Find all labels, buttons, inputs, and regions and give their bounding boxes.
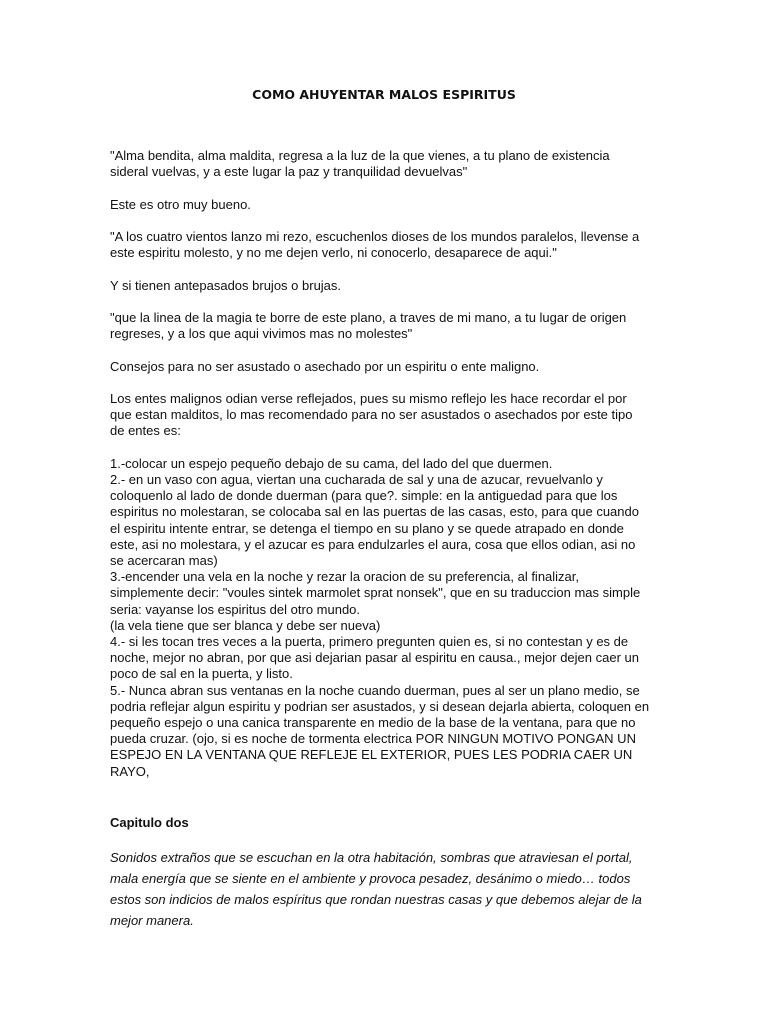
list-item: (la vela tiene que ser blanca y debe ser nueva): [110, 617, 381, 633]
body-paragraph: Los entes malignos odian verse reflejados, pues su mismo reflejo les hace recordar el por que estan malditos, lo mas recomendado para no ser asustados o asechados por este tipo de entes es:: [110, 390, 633, 439]
prayer-paragraph: "A los cuatro vientos lanzo mi rezo, escuchenlos dioses de los mundos paralelos, llevense a este espiritu molesto, y no me dejen verlo, ni conocerlo, desaparece de aqui.": [110, 228, 640, 261]
prayer-paragraph: "que la linea de la magia te borre de este plano, a traves de mi mano, a tu lugar de origen regreses, y a los que aqui vivimos mas no molestes": [110, 309, 627, 342]
chapter-line: Sonidos extraños que se escuchan en la otra habitación, sombras que atraviesan el portal,: [110, 850, 633, 865]
body-paragraph: Consejos para no ser asustado o asechado por un espiritu o ente maligno.: [110, 358, 540, 374]
body-paragraph: Este es otro muy bueno.: [110, 196, 251, 212]
document-body: [110, 148, 650, 780]
prayer-paragraph: "Alma bendita, alma maldita, regresa a la luz de la que vienes, a tu plano de existencia sideral vuelvas, y a este lugar la paz y tranquilidad devuelvas": [110, 148, 610, 180]
list-item: 1.-colocar un espejo pequeño debajo de su cama, del lado del que duermen.: [110, 455, 553, 471]
page-title: COMO AHUYENTAR MALOS ESPIRITUS: [252, 87, 516, 102]
chapter-line: mejor manera.: [110, 913, 194, 928]
chapter-intro: [110, 847, 650, 931]
chapter-heading: Capitulo dos: [110, 815, 189, 830]
list-item: 4.- si les tocan tres veces a la puerta, primero pregunten quien es, si no contestan y es de noche, mejor no abran, por que asi dejarian pasar al espiritu en causa., mejor dejen caer un poco de sal en la puerta, y listo.: [110, 633, 639, 682]
list-item: 5.- Nunca abran sus ventanas en la noche cuando duerman, pues al ser un plano medio, se podria reflejar algun espiritu y podrian ser asustados, y si desean dejarla abierta, coloquen en pequeño espejo o una canica transparente en medio de la base de la ventana, para que no pueda cruzar. (ojo, si es noche de tormenta electrica POR NINGUN MOTIVO PONGAN UN ESPEJO EN LA VENTANA QUE REFLEJE EL EXTERIOR, PUES LES PODRIA CAER UN RAYO,: [110, 682, 650, 779]
list-item: 3.-encender una vela en la noche y rezar la oracion de su preferencia, al finalizar, simplemente decir: "voules sintek marmolet sprat nonsek", que en su traduccion mas simple seria: vayanse los espiritus del otro mundo.: [110, 569, 641, 617]
advice-list: [110, 456, 650, 780]
chapter-line: mala energía que se siente en el ambiente y provoca pesadez, desánimo o miedo… todos: [110, 871, 631, 886]
body-paragraph: Y si tienen antepasados brujos o brujas.: [110, 277, 342, 293]
list-item: 2.- en un vaso con agua, viertan una cucharada de sal y una de azucar, revuelvanlo y coloquenlo al lado de donde duerman (para que?. simple: en la antiguedad para que los espiritus no molestaran, se colocaba sal en las puertas de las casas, esto, para que cuando el espiritu intente entrar, se detenga el tiempo en su plano y se quede atrapado en donde este, asi no molestara, y el azucar es para endulzarles el aura, cosa que ellos odian, asi no se acercaran mas): [110, 471, 639, 568]
chapter-line: estos son indicios de malos espíritus que rondan nuestras casas y que debemos alejar de la: [110, 892, 642, 907]
